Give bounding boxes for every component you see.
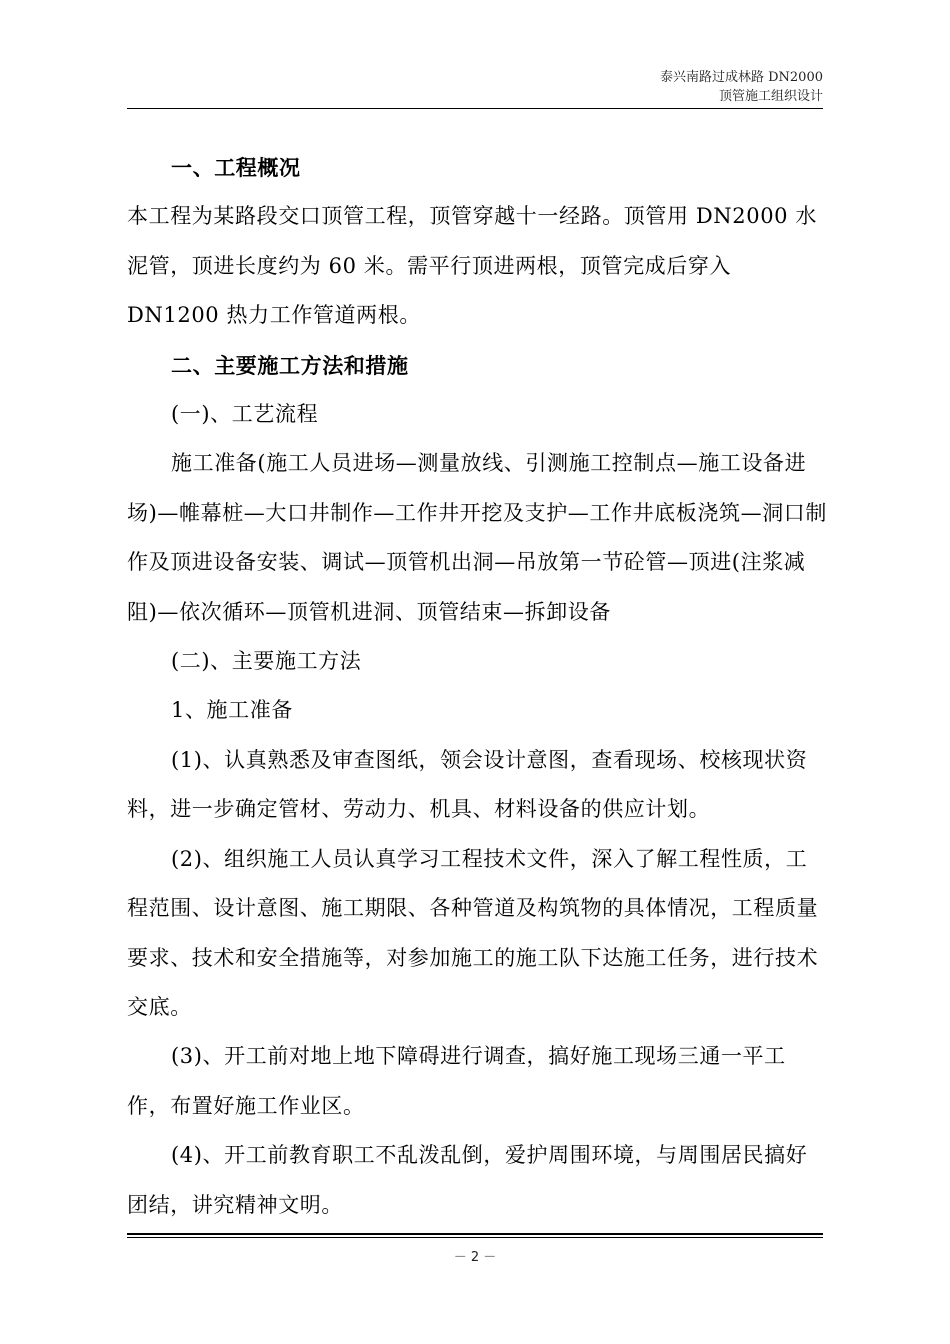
overview-paragraph: 本工程为某路段交口顶管工程，顶管穿越十一经路。顶管用 DN2000 水泥管，顶进长度约为 60 米。需平行顶进两根，顶管完成后穿入 DN1200 热力工作管道两根。 [127, 204, 818, 328]
footer-rule-thick [127, 1233, 823, 1235]
subheading-main-methods: (二)、主要施工方法 [171, 649, 362, 674]
header-rule [127, 108, 823, 109]
preparation-paragraph-1: (1)、认真熟悉及审查图纸，领会设计意图，查看现场、校核现状资料，进一步确定管材、劳动力、机具、材料设备的供应计划。 [127, 747, 808, 822]
section-heading-overview: 一、工程概况 [171, 155, 301, 180]
preparation-paragraph-3: (3)、开工前对地上地下障碍进行调查，搞好施工现场三通一平工作，布置好施工作业区。 [127, 1044, 786, 1118]
header-title-line2: 顶管施工组织设计 [718, 89, 823, 104]
document-body [127, 143, 827, 1230]
item-heading-preparation: 1、施工准备 [171, 698, 293, 723]
section-heading-methods: 二、主要施工方法和措施 [171, 352, 409, 378]
page-number: － 2 － [453, 1250, 497, 1265]
page-header [660, 68, 823, 106]
process-flow-paragraph: 施工准备(施工人员进场—测量放线、引测施工控制点—施工设备进场)—帷幕桩—大口井制作—工作井开挖及支护—工作井底板浇筑—洞口制作及顶进设备安装、调试—顶管机出洞—吊放第一节砼管—顶进(注浆减阻)—依次循环—顶管机进洞、顶管结束—拆卸设备 [127, 451, 827, 624]
preparation-paragraph-4: (4)、开工前教育职工不乱泼乱倒，爱护周围环境，与周围居民搞好团结，讲究精神文明。 [127, 1143, 808, 1217]
preparation-paragraph-2: (2)、组织施工人员认真学习工程技术文件，深入了解工程性质，工程范围、设计意图、施工期限、各种管道及构筑物的具体情况，工程质量要求、技术和安全措施等，对参加施工的施工队下达施工任务，进行技术交底。 [127, 846, 819, 1019]
header-title-line1: 泰兴南路过成林路 DN2000 [659, 70, 823, 85]
footer-rule-thin [127, 1237, 823, 1238]
subheading-process-flow: (一)、工艺流程 [171, 402, 319, 427]
